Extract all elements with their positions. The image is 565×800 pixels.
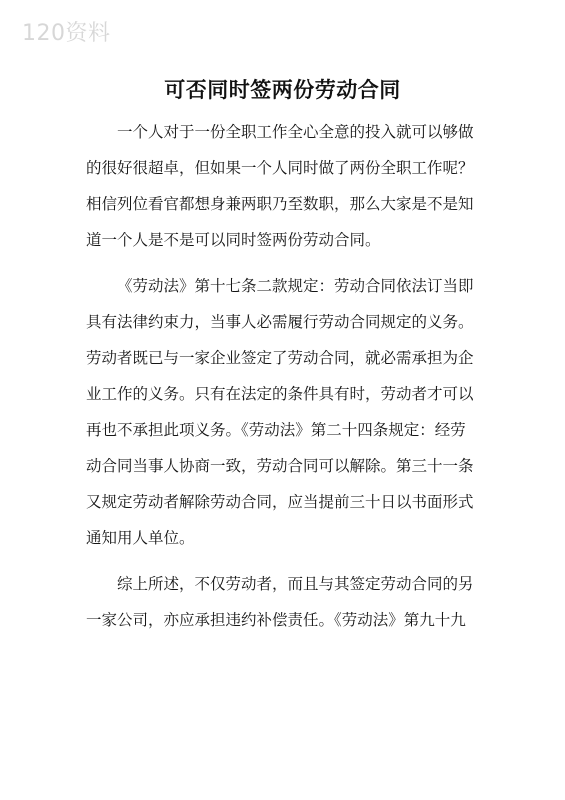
- paragraph-2: [86, 268, 482, 556]
- paragraph-line: 的很好很超卓，但如果一个人同时做了两份全职工作呢？: [86, 159, 474, 177]
- document-body: [86, 114, 482, 638]
- paragraph-line: 通知用人单位。: [86, 529, 195, 547]
- paragraph-line: 《劳动法》第十七条二款规定：劳动合同依法订当即: [117, 277, 474, 295]
- paragraph-1: [86, 114, 482, 258]
- paragraph-line: 业工作的义务。只有在法定的条件具有时，劳动者才可以: [86, 385, 474, 403]
- paragraph-line: 一家公司，亦应承担违约补偿责任。《劳动法》第九十九: [86, 611, 466, 629]
- paragraph-line: 又规定劳动者解除劳动合同，应当提前三十日以书面形式: [86, 493, 474, 511]
- paragraph-line: 一个人对于一份全职工作全心全意的投入就可以够做: [117, 123, 474, 141]
- paragraph-line: 劳动者既已与一家企业签定了劳动合同，就必需承担为企: [86, 349, 474, 367]
- paragraph-line: 道一个人是不是可以同时签两份劳动合同。: [86, 231, 381, 249]
- paragraph-line: 综上所述，不仅劳动者，而且与其签定劳动合同的另: [117, 575, 474, 593]
- paragraph-3: [86, 566, 482, 638]
- paragraph-line: 动合同当事人协商一致，劳动合同可以解除。第三十一条: [86, 457, 474, 475]
- watermark-logo: 120资料: [22, 21, 111, 46]
- paragraph-line: 相信列位看官都想身兼两职乃至数职，那么大家是不是知: [86, 195, 474, 213]
- paragraph-line: 再也不承担此项义务。《劳动法》第二十四条规定：经劳: [86, 421, 466, 439]
- paragraph-line: 具有法律约束力，当事人必需履行劳动合同规定的义务。: [86, 313, 474, 331]
- document-title: 可否同时签两份劳动合同: [164, 78, 401, 102]
